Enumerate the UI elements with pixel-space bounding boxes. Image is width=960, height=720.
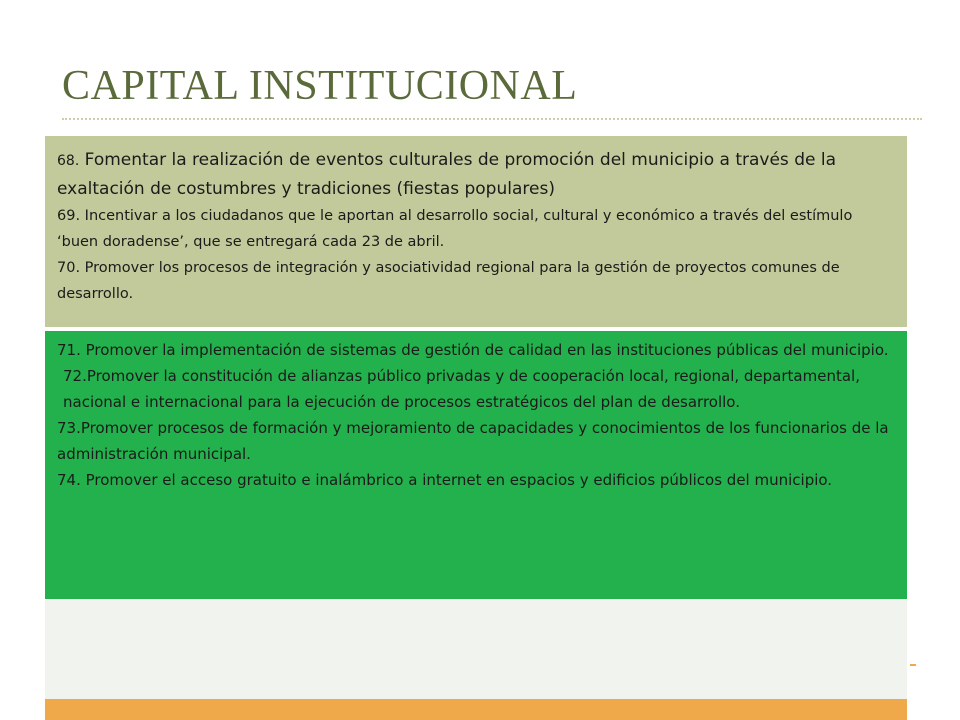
objective-72 (57, 363, 895, 415)
objective-number: 69. (57, 208, 81, 224)
slide-title: CAPITAL INSTITUCIONAL (62, 63, 578, 109)
objective-number: 71. (57, 341, 81, 359)
objective-69 (57, 203, 895, 255)
objective-text: Promover la constitución de alianzas público privadas y de cooperación local, regional, departamental, nacional e internacional para la ejecución de procesos estratégicos del plan de desarrollo. (63, 367, 860, 411)
objective-number: 74. (57, 471, 81, 489)
objective-text: Promover procesos de formación y mejoramiento de capacidades y conocimientos de los funcionarios de la administración municipal. (57, 419, 889, 463)
objective-text: Promover el acceso gratuito e inalámbrico a internet en espacios y edificios públicos del municipio. (85, 471, 833, 489)
panel-green-objectives (45, 331, 907, 599)
panel-olive-objectives (45, 136, 907, 327)
objective-68 (57, 146, 895, 203)
edge-accent-mark (910, 664, 916, 666)
title-divider (62, 118, 922, 120)
objective-text: Promover los procesos de integración y asociatividad regional para la gestión de proyectos comunes de desarrollo. (57, 260, 840, 302)
objective-70 (57, 255, 895, 307)
objective-71 (57, 337, 895, 363)
objective-text: Incentivar a los ciudadanos que le aportan al desarrollo social, cultural y económico a través del estímulo ‘buen doradense’, que se entregará cada 23 de abril. (57, 208, 853, 250)
objective-73 (57, 415, 895, 467)
panel-orange-footer (45, 699, 907, 720)
panel-empty-gray (45, 599, 907, 699)
objective-text: Fomentar la realización de eventos culturales de promoción del municipio a través de la exaltación de costumbres y tradiciones (fiestas populares) (57, 150, 836, 199)
objective-text: Promover la implementación de sistemas de gestión de calidad en las instituciones públicas del municipio. (85, 341, 889, 359)
objective-number: 73. (57, 419, 81, 437)
objective-number: 70. (57, 260, 81, 276)
objective-74 (57, 467, 895, 493)
objective-number: 72. (63, 367, 87, 385)
objective-number: 68. (57, 153, 80, 169)
